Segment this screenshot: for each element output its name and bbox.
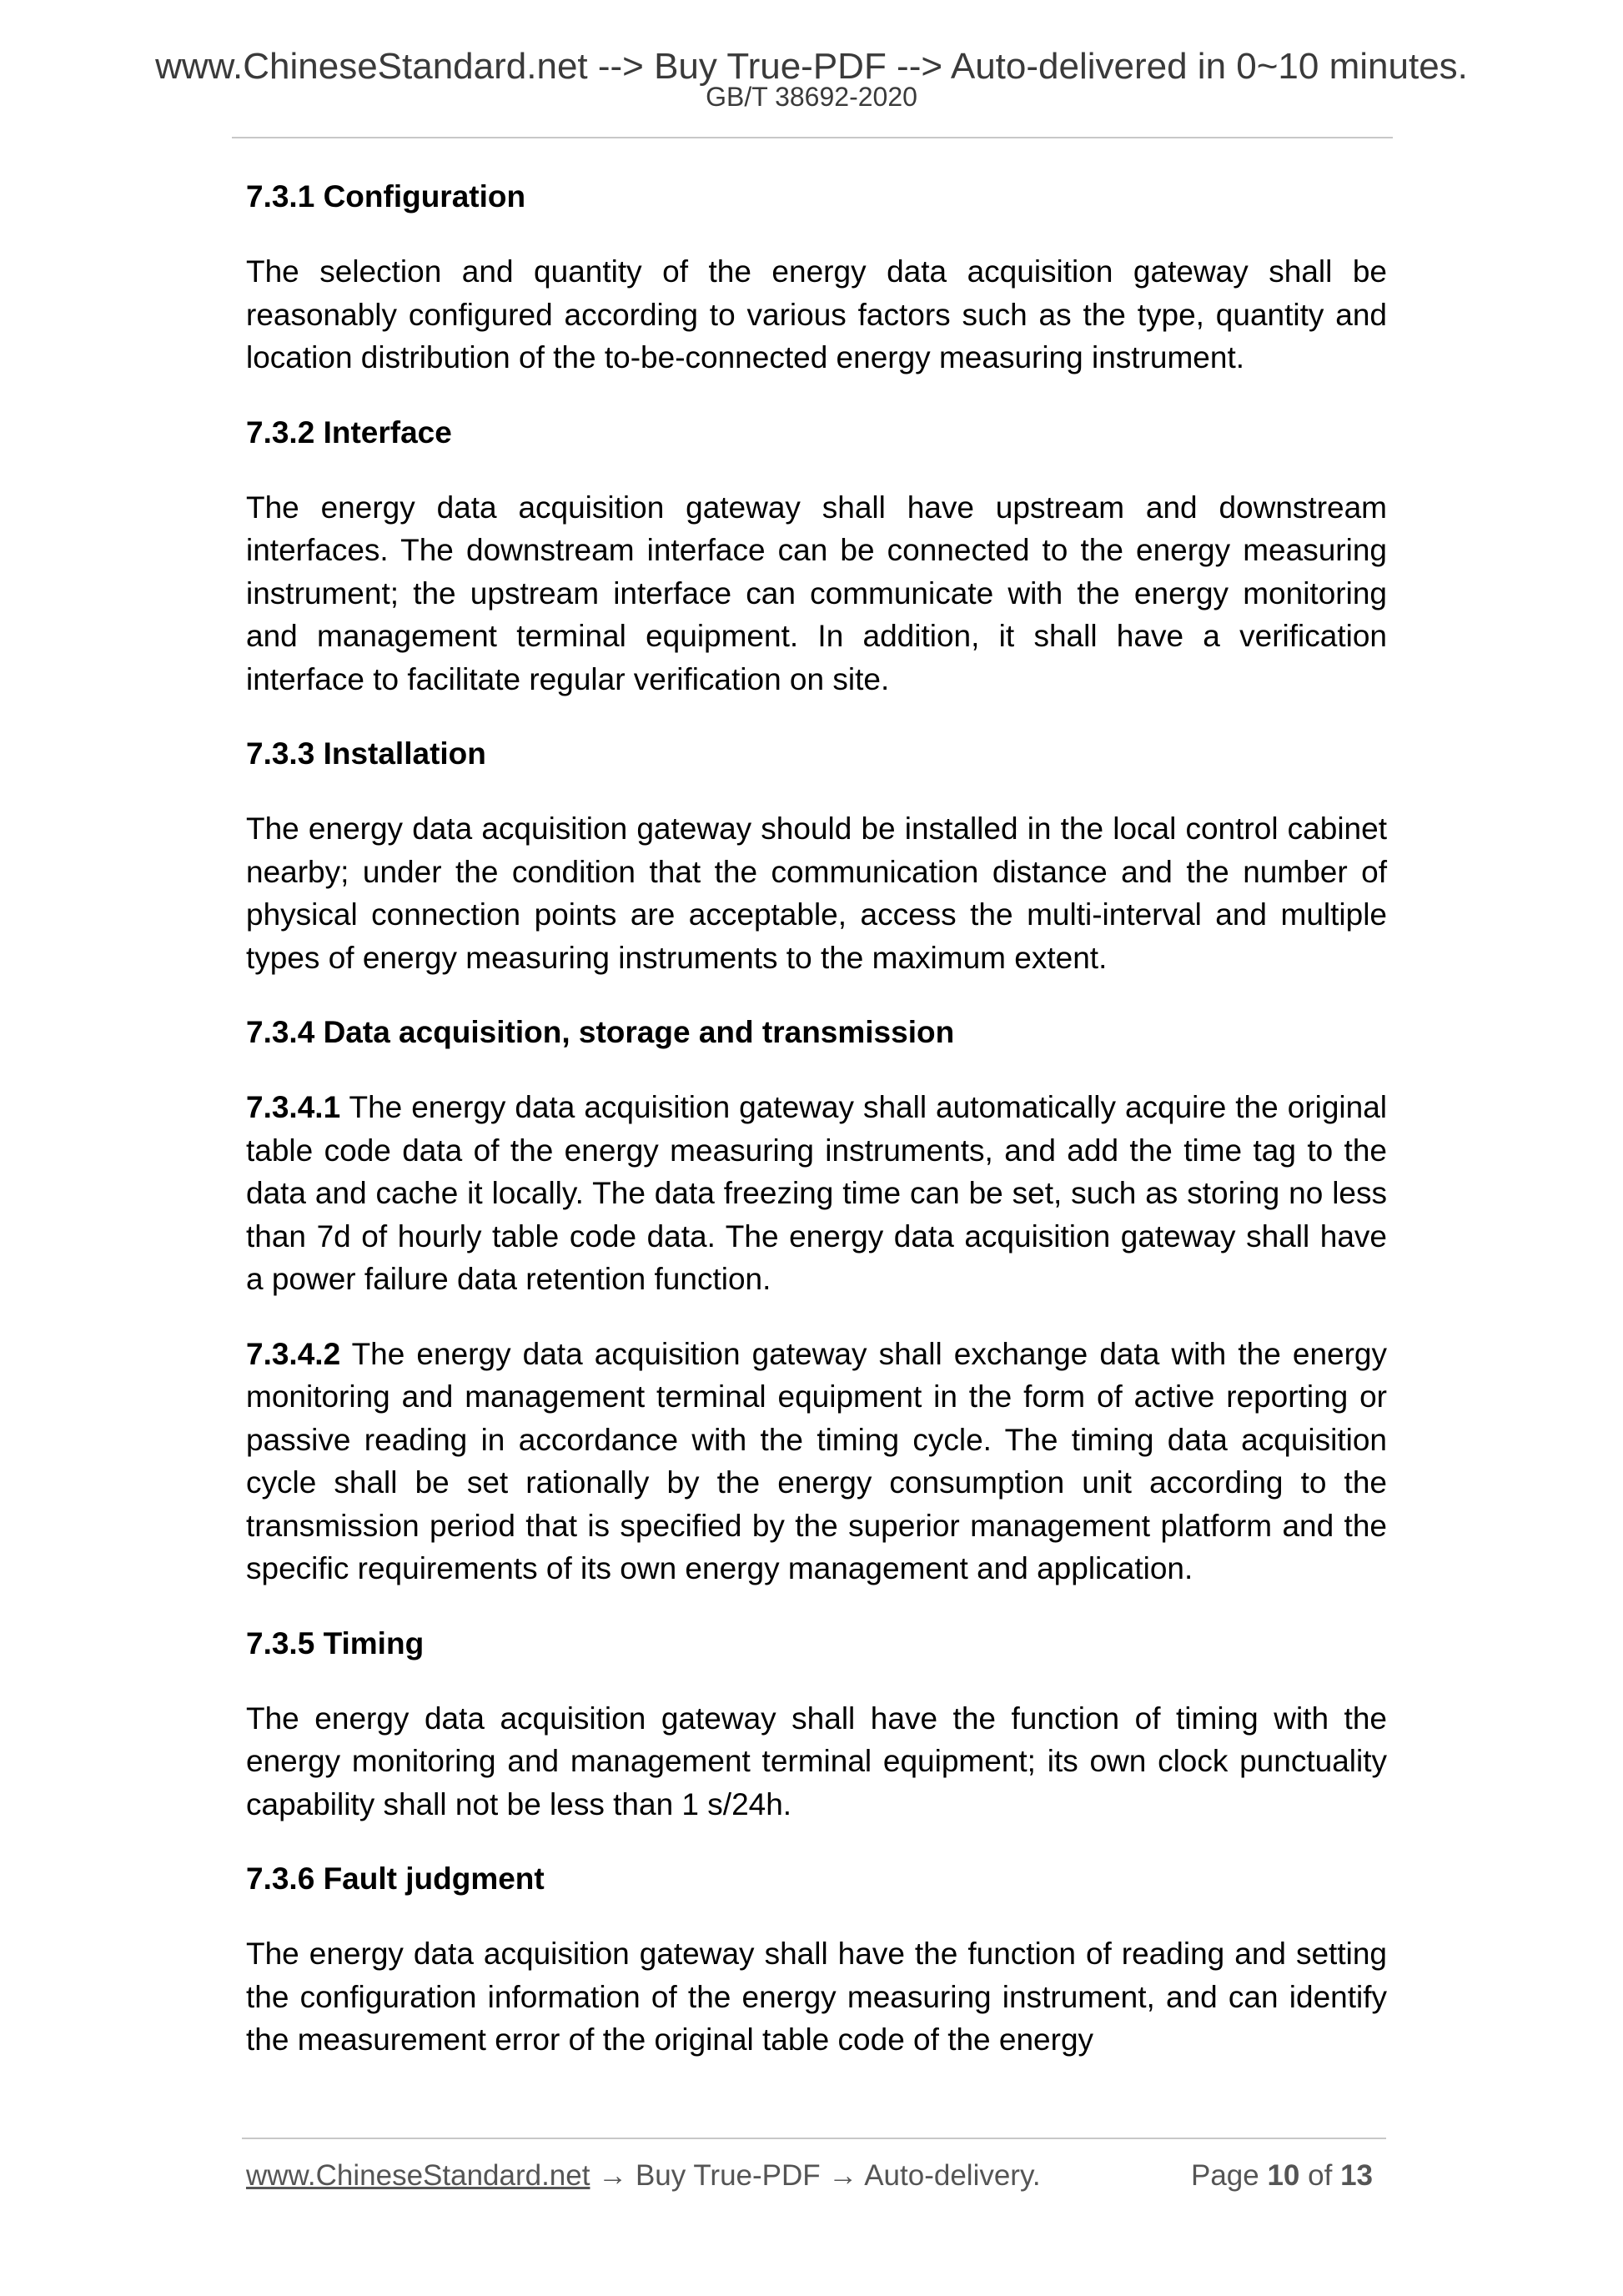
document-code: GB/T 38692-2020 <box>706 82 917 112</box>
section-heading-installation: 7.3.3 Installation <box>246 736 486 771</box>
clause-number: 7.3.4.1 <box>246 1090 341 1124</box>
page-of-label: of <box>1308 2159 1333 2192</box>
top-banner: www.ChineseStandard.net --> Buy True-PDF --> Auto-delivered in 0~10 minutes. <box>155 46 1468 87</box>
section-text-installation: The energy data acquisition gateway should be installed in the local control cabinet nearby; under the condition that the communication distance and the number of physical connection points are acceptable, access the multi-interval and multiple types of energy measuring instruments to the maximum extent. <box>246 811 1387 975</box>
clause-7-3-4-2 <box>246 1333 1387 1590</box>
arrow-right-icon: → <box>598 2159 628 2192</box>
footer-delivery-text: Auto-delivery. <box>864 2159 1041 2192</box>
section-heading-timing: 7.3.5 Timing <box>246 1625 425 1660</box>
footer-buy-text: Buy True-PDF <box>635 2159 821 2192</box>
section-text-fault-judgment: The energy data acquisition gateway shall have the function of reading and setting the configuration information of the energy measuring instrument, and can identify the measurement error of the original table code of the energy <box>246 1937 1387 2057</box>
page-content <box>246 163 1387 2062</box>
clause-7-3-4-1 <box>246 1086 1387 1301</box>
clause-text: The energy data acquisition gateway shall automatically acquire the original table code data of the energy measuring instruments, and add the time tag to the data and cache it locally. The data freezing time can be set, such as storing no less than 7d of hourly table code data. The energy data acquisition gateway shall have a power failure data retention function. <box>246 1090 1387 1296</box>
section-heading-configuration: 7.3.1 Configuration <box>246 179 526 214</box>
section-heading-fault-judgment: 7.3.6 Fault judgment <box>246 1861 545 1896</box>
footer-divider <box>242 2138 1386 2139</box>
section-heading-interface: 7.3.2 Interface <box>246 414 452 450</box>
page-footer <box>246 2156 1387 2196</box>
page-total: 13 <box>1340 2159 1373 2192</box>
clause-text: The energy data acquisition gateway shall exchange data with the energy monitoring and management terminal equipment in the form of active reporting or passive reading in accordance with the timing cycle. The timing data acquisition cycle shall be set rationally by the energy consumption unit according to the transmission period that is specified by the superior management platform and the specific requirements of its own energy management and application. <box>246 1336 1387 1585</box>
arrow-right-icon: → <box>828 2159 858 2192</box>
header-divider <box>232 137 1393 138</box>
section-heading-data-acquisition: 7.3.4 Data acquisition, storage and transmission <box>246 1015 955 1049</box>
page-indicator <box>1191 2156 1373 2196</box>
clause-number: 7.3.4.2 <box>246 1336 341 1371</box>
page-label: Page <box>1190 2159 1259 2192</box>
page-current: 10 <box>1267 2159 1300 2192</box>
section-text-interface: The energy data acquisition gateway shall have upstream and downstream interfaces. The downstream interface can be connected to the energy measuring instrument; the upstream interface can communicate with the energy monitoring and management terminal equipment. In addition, it shall have a verification interface to facilitate regular verification on site. <box>246 490 1387 696</box>
section-text-configuration: The selection and quantity of the energy data acquisition gateway shall be reasonably configured according to various factors such as the type, quantity and location distribution of the to-be-connected energy measuring instrument. <box>246 254 1387 374</box>
section-text-timing: The energy data acquisition gateway shall have the function of timing with the energy monitoring and management terminal equipment; its own clock punctuality capability shall not be less than 1 s/24h. <box>246 1701 1387 1821</box>
footer-site-link[interactable]: www.ChineseStandard.net <box>246 2159 590 2192</box>
footer-promo <box>246 2156 1041 2196</box>
